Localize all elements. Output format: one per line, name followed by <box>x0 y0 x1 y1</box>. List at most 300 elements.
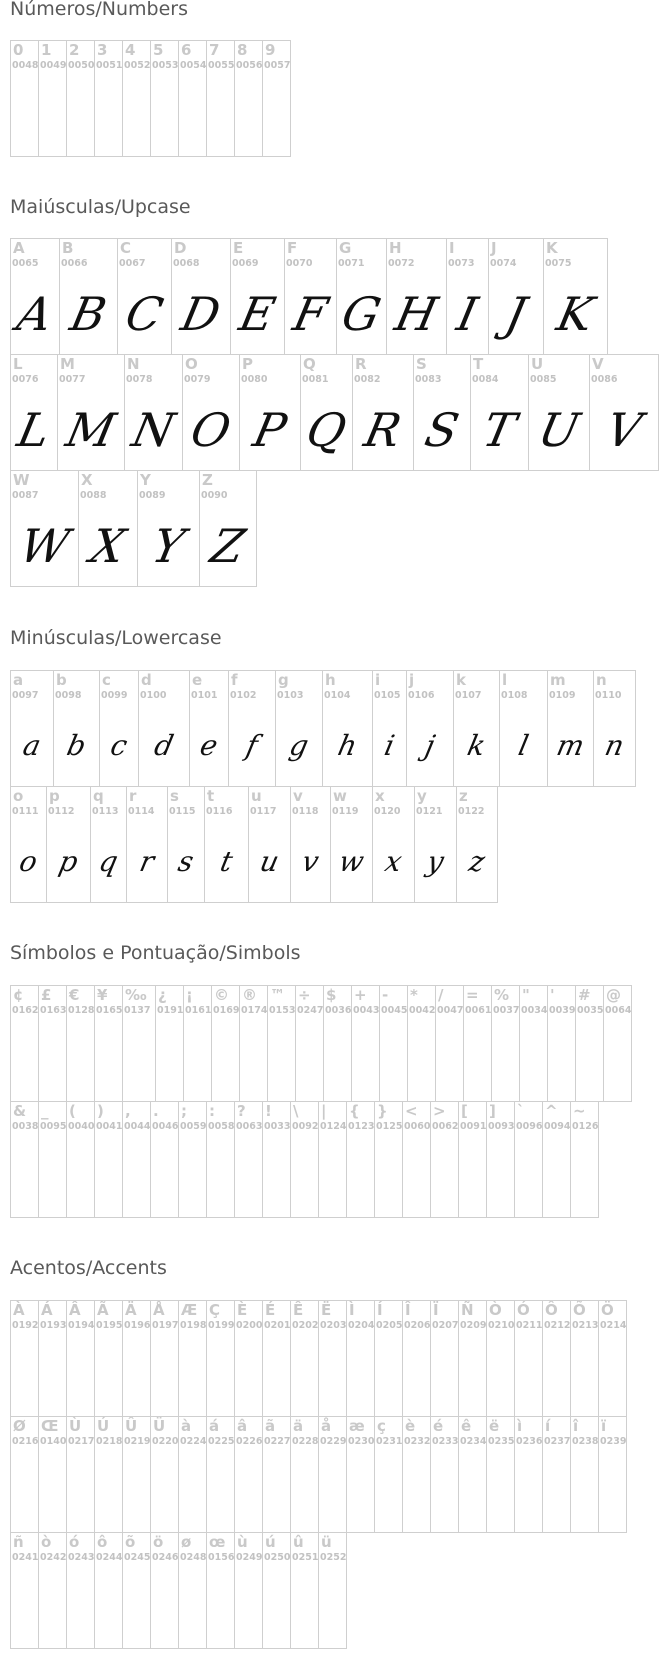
glyph-cell <box>150 1416 179 1533</box>
glyph-preview: C <box>121 286 168 341</box>
glyph-code: 0061 <box>465 1005 492 1016</box>
glyph-cell <box>206 1300 235 1417</box>
glyph-character: w <box>333 787 347 805</box>
glyph-cell <box>514 1101 543 1218</box>
glyph-code: 0113 <box>92 806 119 817</box>
glyph-character: ( <box>69 1102 76 1120</box>
glyph-character: ä <box>293 1417 304 1435</box>
glyph-cell <box>178 1300 207 1417</box>
glyph-character: ñ <box>13 1533 24 1551</box>
glyph-cell <box>528 354 590 471</box>
glyph-character: ™ <box>270 986 285 1004</box>
glyph-character: ã <box>265 1417 276 1435</box>
glyph-character: H <box>389 239 402 257</box>
glyph-character: i <box>375 671 381 689</box>
glyph-cell <box>379 985 408 1102</box>
glyph-character: ? <box>237 1102 246 1120</box>
glyph-cell <box>514 1300 543 1417</box>
glyph-cell <box>352 354 414 471</box>
glyph-cell <box>458 1300 487 1417</box>
glyph-code: 0117 <box>250 806 277 817</box>
glyph-cell <box>10 238 60 355</box>
glyph-preview: v <box>299 844 323 878</box>
glyph-code: 0050 <box>68 60 95 71</box>
glyph-character: @ <box>606 986 621 1004</box>
glyph-cell <box>38 40 67 157</box>
glyph-character: % <box>494 986 510 1004</box>
glyph-character: 3 <box>97 41 108 59</box>
glyph-code: 0102 <box>230 690 257 701</box>
glyph-code: 0156 <box>208 1552 235 1563</box>
glyph-code: 0225 <box>208 1436 235 1447</box>
glyph-preview: q <box>96 844 122 878</box>
glyph-code: 0207 <box>432 1320 459 1331</box>
glyph-code: 0163 <box>40 1005 67 1016</box>
glyph-character: 0 <box>13 41 24 59</box>
glyph-character: Ø <box>13 1417 26 1435</box>
glyph-character: D <box>174 239 187 257</box>
glyph-character: 8 <box>237 41 248 59</box>
glyph-code: 0056 <box>236 60 263 71</box>
glyph-preview: d <box>151 728 177 762</box>
glyph-cell <box>10 470 79 587</box>
glyph-character: Ã <box>97 1301 109 1319</box>
glyph-cell <box>122 1101 151 1218</box>
glyph-code: 0120 <box>374 806 401 817</box>
glyph-cell <box>300 354 353 471</box>
glyph-code: 0078 <box>126 374 153 385</box>
glyph-code: 0054 <box>180 60 207 71</box>
glyph-preview: l <box>515 728 532 762</box>
glyph-code: 0085 <box>530 374 557 385</box>
glyph-cell <box>598 1416 627 1533</box>
glyph-code: 0153 <box>269 1005 296 1016</box>
glyph-cell <box>234 1532 263 1649</box>
glyph-preview: G <box>337 286 386 341</box>
glyph-code: 0206 <box>404 1320 431 1331</box>
glyph-code: 0216 <box>12 1436 39 1447</box>
glyph-preview: t <box>217 844 236 878</box>
glyph-preview: F <box>288 286 333 341</box>
glyph-code: 0123 <box>348 1121 375 1132</box>
glyph-cell <box>183 985 212 1102</box>
glyph-code: 0245 <box>124 1552 151 1563</box>
glyph-code: 0037 <box>493 1005 520 1016</box>
glyph-character: ÷ <box>298 986 311 1004</box>
glyph-cell <box>430 1101 459 1218</box>
glyph-code: 0217 <box>68 1436 95 1447</box>
glyph-cell <box>78 470 138 587</box>
glyph-code: 0251 <box>292 1552 319 1563</box>
glyph-cell <box>402 1416 431 1533</box>
glyph-code: 0169 <box>213 1005 240 1016</box>
glyph-character: { <box>349 1102 360 1120</box>
glyph-character: T <box>473 355 484 373</box>
glyph-cell <box>318 1416 347 1533</box>
glyph-cell <box>211 985 240 1102</box>
glyph-code: 0239 <box>600 1436 627 1447</box>
glyph-code: 0211 <box>516 1320 543 1331</box>
glyph-character: n <box>596 671 607 689</box>
glyph-code: 0058 <box>208 1121 235 1132</box>
glyph-code: 0081 <box>302 374 329 385</box>
glyph-character: œ <box>209 1533 226 1551</box>
glyph-code: 0220 <box>152 1436 179 1447</box>
glyph-cell <box>323 985 352 1102</box>
glyph-code: 0035 <box>577 1005 604 1016</box>
glyph-character: ê <box>461 1417 472 1435</box>
glyph-character: < <box>405 1102 418 1120</box>
glyph-cell <box>486 1101 515 1218</box>
glyph-cell <box>182 354 240 471</box>
glyph-code: 0191 <box>157 1005 184 1016</box>
glyph-character: ï <box>601 1417 607 1435</box>
glyph-cell <box>206 40 235 157</box>
glyph-character: é <box>433 1417 444 1435</box>
glyph-character: Ú <box>97 1417 110 1435</box>
glyph-character: & <box>13 1102 27 1120</box>
glyph-cell <box>204 786 249 903</box>
glyph-cell <box>230 238 285 355</box>
glyph-code: 0097 <box>12 690 39 701</box>
glyph-cell <box>547 985 576 1102</box>
glyph-code: 0063 <box>236 1121 263 1132</box>
glyph-character: X <box>81 471 93 489</box>
glyph-character: ô <box>97 1533 108 1551</box>
glyph-character: . <box>153 1102 159 1120</box>
glyph-character: ` <box>517 1102 525 1120</box>
glyph-cell <box>322 670 373 787</box>
glyph-character: b <box>56 671 67 689</box>
glyph-code: 0093 <box>488 1121 515 1132</box>
glyph-code: 0062 <box>432 1121 459 1132</box>
glyph-cell <box>386 238 447 355</box>
glyph-code: 0042 <box>409 1005 436 1016</box>
glyph-row <box>10 470 256 587</box>
glyph-cell <box>463 985 492 1102</box>
glyph-code: 0235 <box>488 1436 515 1447</box>
glyph-character: æ <box>349 1417 365 1435</box>
glyph-preview: e <box>197 728 221 762</box>
glyph-character: = <box>466 986 479 1004</box>
glyph-code: 0036 <box>325 1005 352 1016</box>
glyph-code: 0219 <box>124 1436 151 1447</box>
glyph-character: £ <box>41 986 52 1004</box>
glyph-code: 0039 <box>549 1005 576 1016</box>
glyph-cell <box>94 1416 123 1533</box>
glyph-character: t <box>207 787 215 805</box>
glyph-cell <box>407 985 436 1102</box>
glyph-code: 0110 <box>595 690 622 701</box>
glyph-code: 0236 <box>516 1436 543 1447</box>
glyph-character: ¡ <box>186 986 193 1004</box>
glyph-code: 0107 <box>455 690 482 701</box>
glyph-character: m <box>550 671 566 689</box>
glyph-character: 7 <box>209 41 220 59</box>
glyph-character: ò <box>41 1533 52 1551</box>
glyph-code: 0210 <box>488 1320 515 1331</box>
glyph-character: / <box>438 986 444 1004</box>
glyph-character: I <box>449 239 455 257</box>
glyph-character: K <box>546 239 558 257</box>
glyph-cell <box>290 1101 319 1218</box>
glyph-cell <box>38 985 67 1102</box>
glyph-cell <box>38 1416 67 1533</box>
glyph-cell <box>514 1416 543 1533</box>
glyph-code: 0099 <box>101 690 128 701</box>
glyph-code: 0048 <box>12 60 39 71</box>
glyph-character: Ö <box>601 1301 614 1319</box>
glyph-character: ^ <box>545 1102 558 1120</box>
glyph-cell <box>290 1300 319 1417</box>
glyph-cell <box>491 985 520 1102</box>
glyph-cell <box>406 670 454 787</box>
glyph-cell <box>38 1532 67 1649</box>
glyph-cell <box>486 1416 515 1533</box>
glyph-code: 0098 <box>55 690 82 701</box>
glyph-code: 0077 <box>59 374 86 385</box>
glyph-character: M <box>60 355 75 373</box>
glyph-preview: M <box>61 402 121 457</box>
glyph-cell <box>290 1532 319 1649</box>
glyph-code: 0212 <box>544 1320 571 1331</box>
glyph-character: ‰ <box>125 986 147 1004</box>
glyph-code: 0243 <box>68 1552 95 1563</box>
glyph-cell <box>66 985 95 1102</box>
glyph-code: 0194 <box>68 1320 95 1331</box>
glyph-character: + <box>354 986 367 1004</box>
glyph-character: Æ <box>181 1301 198 1319</box>
glyph-cell <box>189 670 229 787</box>
glyph-cell <box>206 1416 235 1533</box>
glyph-code: 0045 <box>381 1005 408 1016</box>
glyph-character: U <box>531 355 544 373</box>
glyph-character: Õ <box>573 1301 586 1319</box>
glyph-code: 0140 <box>40 1436 67 1447</box>
glyph-cell <box>228 670 276 787</box>
glyph-cell <box>10 985 39 1102</box>
glyph-cell <box>53 670 100 787</box>
glyph-cell <box>374 1416 403 1533</box>
glyph-preview: Z <box>206 518 250 573</box>
glyph-character: û <box>293 1533 304 1551</box>
glyph-code: 0244 <box>96 1552 123 1563</box>
glyph-character: } <box>377 1102 388 1120</box>
glyph-character: Y <box>140 471 151 489</box>
glyph-cell <box>239 985 268 1102</box>
glyph-character: Ç <box>209 1301 221 1319</box>
glyph-cell <box>150 1300 179 1417</box>
glyph-cell <box>57 354 125 471</box>
glyph-cell <box>372 670 407 787</box>
glyph-code: 0073 <box>448 258 475 269</box>
glyph-code: 0094 <box>544 1121 571 1132</box>
glyph-character: O <box>185 355 198 373</box>
glyph-cell <box>10 40 39 157</box>
glyph-cell <box>603 985 632 1102</box>
glyph-code: 0118 <box>292 806 319 817</box>
glyph-code: 0090 <box>201 490 228 501</box>
glyph-cell <box>570 1300 599 1417</box>
glyph-code: 0214 <box>600 1320 627 1331</box>
glyph-code: 0114 <box>128 806 155 817</box>
glyph-cell <box>519 985 548 1102</box>
glyph-cell <box>178 1416 207 1533</box>
glyph-cell <box>10 1300 39 1417</box>
glyph-code: 0162 <box>12 1005 39 1016</box>
glyph-preview: x <box>382 844 406 878</box>
glyph-code: 0125 <box>376 1121 403 1132</box>
glyph-cell <box>267 985 296 1102</box>
glyph-cell <box>486 1300 515 1417</box>
glyph-character: , <box>125 1102 131 1120</box>
glyph-preview: L <box>12 402 56 457</box>
glyph-cell <box>117 238 172 355</box>
glyph-code: 0119 <box>332 806 359 817</box>
glyph-row <box>10 238 607 355</box>
glyph-code: 0083 <box>415 374 442 385</box>
glyph-character: € <box>69 986 80 1004</box>
glyph-character: Q <box>303 355 316 373</box>
glyph-row <box>10 985 631 1102</box>
glyph-code: 0034 <box>521 1005 548 1016</box>
glyph-preview: u <box>257 844 283 878</box>
glyph-code: 0242 <box>40 1552 67 1563</box>
glyph-preview: b <box>64 728 90 762</box>
glyph-cell <box>458 1416 487 1533</box>
glyph-preview: g <box>286 728 312 762</box>
glyph-cell <box>150 1532 179 1649</box>
glyph-character: B <box>62 239 74 257</box>
glyph-code: 0122 <box>458 806 485 817</box>
glyph-character: R <box>355 355 367 373</box>
glyph-code: 0192 <box>12 1320 39 1331</box>
glyph-cell <box>94 1300 123 1417</box>
glyph-preview: N <box>127 402 180 457</box>
glyph-cell <box>38 1101 67 1218</box>
glyph-cell <box>262 1532 291 1649</box>
glyph-cell <box>126 786 168 903</box>
glyph-cell <box>90 786 127 903</box>
glyph-cell <box>402 1101 431 1218</box>
glyph-code: 0067 <box>119 258 146 269</box>
glyph-cell <box>178 1532 207 1649</box>
glyph-preview: i <box>381 728 398 762</box>
glyph-cell <box>122 1300 151 1417</box>
glyph-code: 0055 <box>208 60 235 71</box>
glyph-preview: k <box>464 728 489 762</box>
glyph-cell <box>234 1300 263 1417</box>
glyph-preview: X <box>85 518 131 573</box>
glyph-cell <box>488 238 544 355</box>
glyph-cell <box>284 238 337 355</box>
glyph-character: 4 <box>125 41 136 59</box>
glyph-character: d <box>141 671 152 689</box>
glyph-code: 0128 <box>68 1005 95 1016</box>
glyph-code: 0198 <box>180 1320 207 1331</box>
glyph-character: ' <box>550 986 555 1004</box>
glyph-code: 0196 <box>124 1320 151 1331</box>
glyph-character: ú <box>265 1533 276 1551</box>
glyph-cell <box>458 1101 487 1218</box>
glyph-code: 0041 <box>96 1121 123 1132</box>
glyph-code: 0209 <box>460 1320 487 1331</box>
glyph-character: ó <box>69 1533 80 1551</box>
glyph-code: 0121 <box>416 806 443 817</box>
glyph-code: 0231 <box>376 1436 403 1447</box>
glyph-character: x <box>375 787 385 805</box>
glyph-character: á <box>209 1417 220 1435</box>
glyph-cell <box>290 786 331 903</box>
glyph-preview: P <box>248 402 292 457</box>
glyph-character: | <box>321 1102 327 1120</box>
glyph-code: 0071 <box>338 258 365 269</box>
glyph-character: ë <box>489 1417 500 1435</box>
glyph-character: Ô <box>545 1301 558 1319</box>
glyph-code: 0096 <box>516 1121 543 1132</box>
glyph-character: ) <box>97 1102 104 1120</box>
glyph-character: Z <box>202 471 213 489</box>
glyph-code: 0115 <box>169 806 196 817</box>
glyph-cell <box>99 670 139 787</box>
glyph-cell <box>346 1101 375 1218</box>
glyph-code: 0224 <box>180 1436 207 1447</box>
glyph-cell <box>239 354 301 471</box>
glyph-character: É <box>265 1301 276 1319</box>
glyph-cell <box>430 1416 459 1533</box>
glyph-preview: J <box>501 286 531 341</box>
glyph-code: 0228 <box>292 1436 319 1447</box>
glyph-cell <box>435 985 464 1102</box>
glyph-character: ù <box>237 1533 248 1551</box>
glyph-character: g <box>278 671 289 689</box>
glyph-cell <box>413 354 471 471</box>
glyph-character: p <box>49 787 60 805</box>
glyph-cell <box>346 1300 375 1417</box>
glyph-preview: n <box>602 728 628 762</box>
glyph-cell <box>318 1101 347 1218</box>
glyph-cell <box>59 238 118 355</box>
glyph-character: Ò <box>489 1301 502 1319</box>
glyph-code: 0137 <box>124 1005 151 1016</box>
glyph-cell <box>351 985 380 1102</box>
glyph-preview: h <box>335 728 361 762</box>
glyph-code: 0091 <box>460 1121 487 1132</box>
glyph-cell <box>124 354 183 471</box>
glyph-cell <box>570 1416 599 1533</box>
glyph-cell <box>318 1300 347 1417</box>
glyph-code: 0100 <box>140 690 167 701</box>
glyph-code: 0069 <box>232 258 259 269</box>
glyph-code: 0092 <box>292 1121 319 1132</box>
glyph-code: 0195 <box>96 1320 123 1331</box>
glyph-code: 0165 <box>96 1005 123 1016</box>
glyph-code: 0227 <box>264 1436 291 1447</box>
glyph-character: W <box>13 471 30 489</box>
glyph-character: ¿ <box>158 986 167 1004</box>
glyph-code: 0106 <box>408 690 435 701</box>
glyph-cell <box>66 1416 95 1533</box>
glyph-character: $ <box>326 986 337 1004</box>
glyph-code: 0246 <box>152 1552 179 1563</box>
glyph-preview: I <box>452 286 483 341</box>
glyph-preview: z <box>466 844 488 878</box>
glyph-character: s <box>170 787 179 805</box>
glyph-row <box>10 786 497 903</box>
glyph-row <box>10 40 290 157</box>
glyph-cell <box>10 1416 39 1533</box>
glyph-cell <box>137 470 200 587</box>
